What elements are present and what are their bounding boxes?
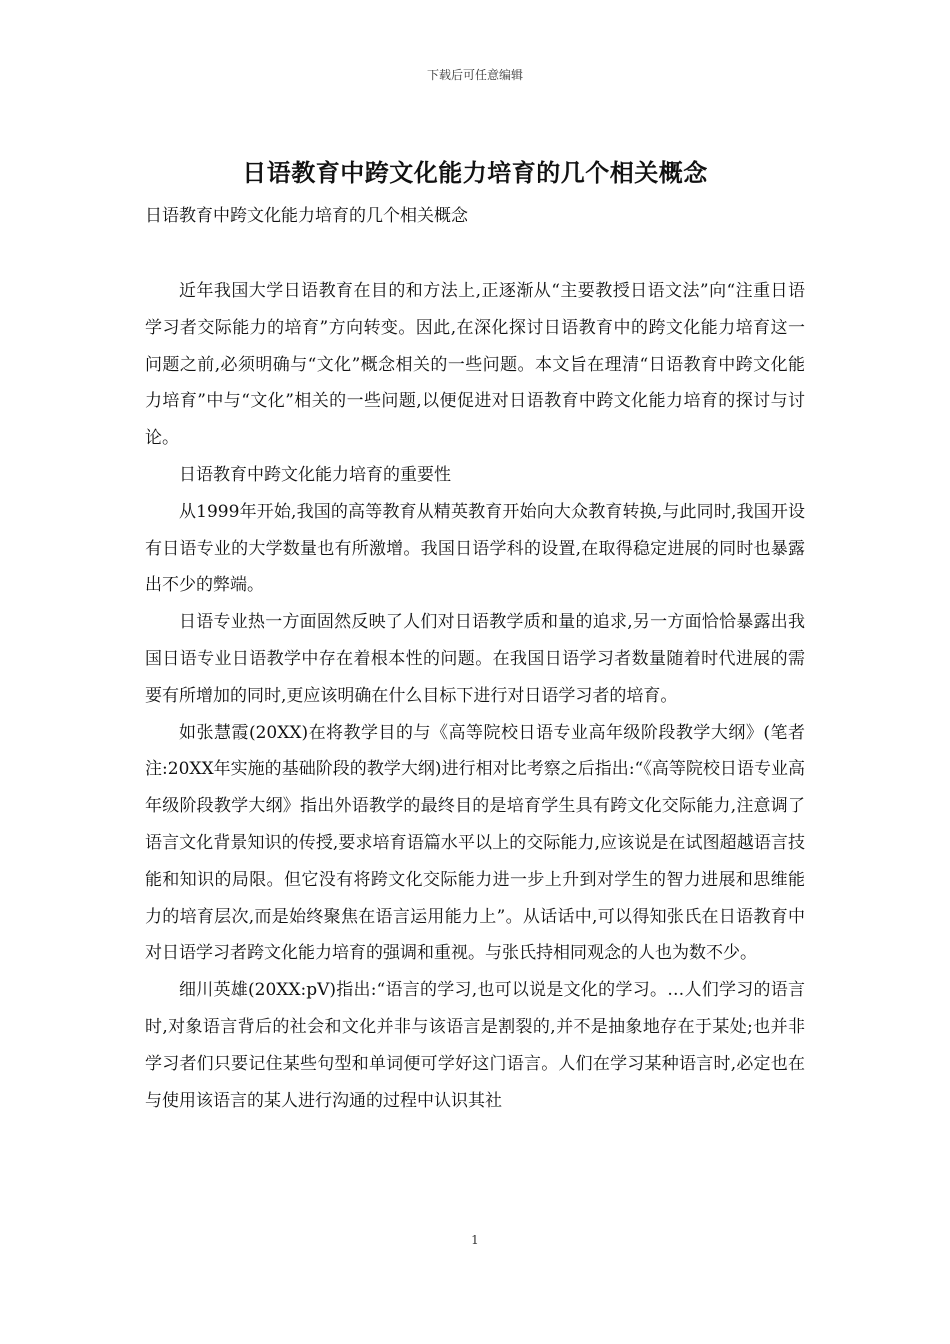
paragraph: 细川英雄(20XX:pV)指出:“语言的学习,也可以说是文化的学习。…人们学习的语言时,对象语言背后的社会和文化并非与该语言是割裂的,并不是抽象地存在于某处;也并非学习者们只要记住某些句型和单词便可学好这门语言。人们在学习某种语言时,必定也在与使用该语言的某人进行沟通的过程中认识其社: [145, 980, 805, 1111]
paragraph: 日语专业热一方面固然反映了人们对日语教学质和量的追求,另一方面恰恰暴露出我国日语专业日语教学中存在着根本性的问题。在我国日语学习者数量随着时代进展的需要有所增加的同时,更应该明确在什么目标下进行对日语学习者的培育。: [145, 612, 805, 706]
paragraph: 近年我国大学日语教育在目的和方法上,正逐渐从“主要教授日语文法”向“注重日语学习者交际能力的培育”方向转变。因此,在深化探讨日语教育中的跨文化能力培育这一问题之前,必须明确与“文化”概念相关的一些问题。本文旨在理清“日语教育中跨文化能力培育”中与“文化”相关的一些问题,以便促进对日语教育中跨文化能力培育的探讨与讨论。: [145, 281, 805, 449]
document-body: [145, 273, 805, 1119]
document-subtitle: 日语教育中跨文化能力培育的几个相关概念: [145, 206, 468, 226]
page-header: 下载后可任意编辑: [426, 68, 523, 82]
section-heading: 日语教育中跨文化能力培育的重要性: [179, 464, 451, 485]
paragraph: 如张慧霞(20XX)在将教学目的与《高等院校日语专业高年级阶段教学大纲》(笔者注:20XX年实施的基础阶段的教学大纲)进行相对比考察之后指出:“《高等院校日语专业高年级阶段教学大纲》指出外语教学的最终目的是培育学生具有跨文化交际能力,注意调了语言文化背景知识的传授,要求培育语篇水平以上的交际能力,应该说是在试图超越语言技能和知识的局限。但它没有将跨文化交际能力进一步上升到对学生的智力进展和思维能力的培育层次,而是始终聚焦在语言运用能力上”。从话话中,可以得知张氏在日语教育中对日语学习者跨文化能力培育的强调和重视。与张氏持相同观念的人也为数不少。: [145, 722, 805, 964]
paragraph: 从1999年开始,我国的高等教育从精英教育开始向大众教育转换,与此同时,我国开设有日语专业的大学数量也有所激增。我国日语学科的设置,在取得稳定进展的同时也暴露出不少的弊端。: [145, 501, 805, 596]
page-number: 1: [471, 1233, 479, 1247]
document-title: 日语教育中跨文化能力培育的几个相关概念: [242, 159, 708, 187]
